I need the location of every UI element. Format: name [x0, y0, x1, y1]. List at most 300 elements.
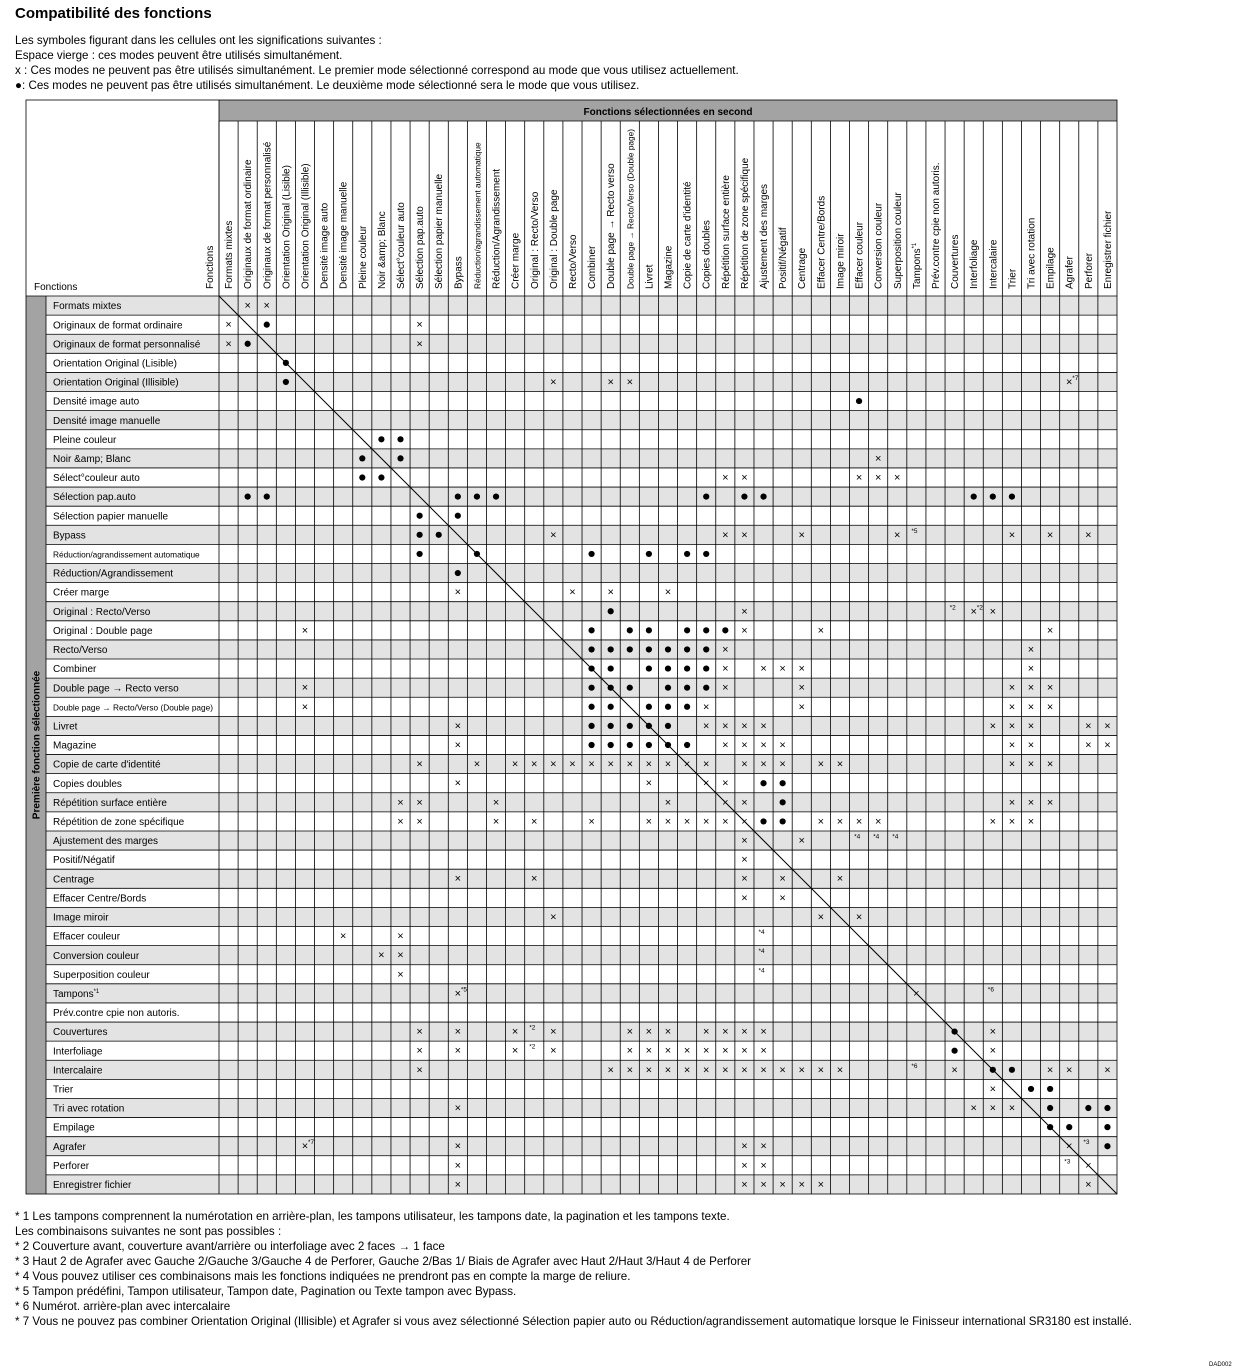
cell-cross: × [1104, 720, 1111, 733]
cell-cross: × [626, 376, 634, 389]
cell-cross: × [588, 815, 595, 828]
cell-cross: × [664, 796, 672, 809]
column-label: Originaux de format personnalisé [262, 141, 274, 289]
cell-dot [1028, 1086, 1034, 1092]
column-label: Noir &amp; Blanc [376, 211, 388, 289]
row-label: Agrafer [53, 1141, 86, 1153]
cell-cross: × [645, 1045, 653, 1058]
cell-cross: × [416, 338, 423, 351]
row-label: Orientation Original (Illisible) [53, 377, 179, 389]
cell-dot [741, 494, 747, 500]
cell-cross: × [397, 796, 404, 809]
cell-dot [646, 742, 652, 748]
row-label: Trier [53, 1084, 74, 1096]
cell-cross: × [874, 472, 882, 485]
cell-cross: × [1104, 1064, 1111, 1077]
cell-cross: × [798, 682, 805, 695]
column-label: Interfoliage [969, 239, 981, 289]
cell-dot [760, 818, 766, 824]
cell-dot [646, 627, 652, 633]
footnote: * 5 Tampon prédéfini, Tampon utilisateur, Tampon date, Pagination ou Texte tampon avec Bypass. [15, 1285, 517, 1298]
cell-dot [760, 494, 766, 500]
cell-cross: × [1046, 796, 1054, 809]
cell-cross: × [989, 1083, 997, 1096]
row-label: Image miroir [53, 912, 109, 924]
cell-dot [990, 1067, 996, 1073]
cell-cross: × [989, 1102, 997, 1115]
cell-dot [283, 360, 289, 366]
column-label: Intercalaire [988, 239, 1000, 289]
cell-dot [990, 494, 996, 500]
cell-cross: × [779, 892, 786, 905]
cell-dot [1104, 1143, 1110, 1149]
first-function-header: Première fonction sélectionnée [31, 670, 43, 820]
corner-label: Fonctions [34, 282, 78, 293]
legend-line: x : Ces modes ne peuvent pas être utilisés simultanément. Le premier mode sélectionné correspond au mode que vous utilisez actuellement. [15, 64, 739, 77]
cell-cross: × [760, 1064, 767, 1077]
cell-cross: × [301, 701, 309, 714]
cell-cross: × [779, 739, 786, 752]
cell-dot [703, 551, 709, 557]
cell-cross: × [760, 1140, 767, 1153]
cell-cross: × [492, 815, 500, 828]
cell-cross: × [741, 835, 748, 848]
cell-cross: × [607, 586, 614, 599]
cell-cross: × [874, 452, 882, 465]
cell-dot [627, 627, 633, 633]
row-stripe [46, 1175, 1117, 1194]
footnote: Les combinaisons suivantes ne sont pas possibles : [15, 1225, 282, 1238]
cell-cross: × [1027, 720, 1035, 733]
cell-cross: × [416, 815, 423, 828]
cell-cross: × [798, 529, 805, 542]
cell-cross: × [722, 739, 729, 752]
cell-dot [951, 1048, 957, 1054]
column-label: Sélection pap.auto [415, 206, 427, 289]
cell-cross: × [894, 529, 901, 542]
cell-dot [665, 685, 671, 691]
cell-dot [1009, 1067, 1015, 1073]
cell-dot [359, 455, 365, 461]
cell-cross: × [454, 1159, 462, 1172]
cell-dot [627, 685, 633, 691]
row-label: Orientation Original (Lisible) [53, 358, 177, 370]
cell-cross: × [1027, 815, 1035, 828]
cell-cross: × [741, 1064, 748, 1077]
cell-cross: × [454, 586, 462, 599]
cell-cross: × [702, 720, 710, 733]
column-label: Sélection papier manuelle [434, 173, 446, 289]
cell-cross: × [779, 1178, 786, 1191]
cell-cross: × [760, 1178, 767, 1191]
row-label: Perforer [53, 1160, 90, 1172]
cell-cross: × [454, 1102, 462, 1115]
cell-dot [951, 1028, 957, 1034]
cell-dot [684, 704, 690, 710]
cell-dot [703, 494, 709, 500]
row-label: Densité image manuelle [53, 415, 161, 427]
cell-cross: × [569, 758, 576, 771]
cell-dot [665, 742, 671, 748]
row-label: Densité image auto [53, 396, 140, 408]
row-label: Sélection papier manuelle [53, 511, 169, 523]
cell-cross: × [741, 739, 748, 752]
column-label: Originaux de format ordinaire [243, 159, 255, 289]
cell-cross: × [1066, 1140, 1073, 1153]
cell-note-marker: *4 [758, 967, 765, 975]
column-label: Magazine [663, 245, 675, 289]
cell-cross: × [1008, 1102, 1016, 1115]
cell-cross: × [874, 815, 882, 828]
cell-cross: × [722, 529, 729, 542]
cell-cross: × [1046, 701, 1054, 714]
cell-cross: × [989, 720, 997, 733]
cell-cross: × [397, 968, 404, 981]
cell-cross: × [1085, 529, 1092, 542]
row-stripe [46, 334, 1117, 353]
cell-cross: × [741, 1045, 748, 1058]
column-label: Formats mixtes [224, 220, 236, 289]
cell-cross: × [1008, 682, 1016, 695]
cell-note-marker: *3 [1083, 1139, 1090, 1147]
cell-cross: × [702, 701, 710, 714]
column-label: Créer marge [510, 232, 522, 289]
cell-cross: × [416, 1045, 423, 1058]
row-label: Prév.contre cpie non autoris. [53, 1008, 180, 1020]
cell-cross: × [779, 663, 786, 676]
cell-dot [780, 799, 786, 805]
cell-cross: × [702, 1026, 710, 1039]
cell-dot [588, 723, 594, 729]
cell-cross: × [588, 758, 595, 771]
cell-cross: × [645, 815, 653, 828]
cell-cross: × [531, 815, 538, 828]
row-label: Enregistrer fichier [53, 1180, 132, 1192]
cell-cross: × [416, 319, 423, 332]
footnote: * 2 Couverture avant, couverture avant/arrière ou interfoliage avec 2 faces → 1 face [15, 1240, 445, 1253]
cell-cross: × [741, 892, 748, 905]
cell-cross: × [664, 758, 672, 771]
cell-cross: × [741, 624, 748, 637]
cell-cross: × [664, 1064, 672, 1077]
column-label: Combiner [587, 245, 599, 289]
cell-dot [283, 379, 289, 385]
cell-dot [608, 723, 614, 729]
cell-dot [665, 665, 671, 671]
cell-dot [493, 494, 499, 500]
cell-cross: × [702, 1064, 710, 1077]
row-label: Tampons$^{*1}$ [53, 988, 100, 1000]
row-label: Superposition couleur [53, 969, 150, 981]
cell-cross: × [989, 1026, 997, 1039]
cell-cross: × [722, 472, 729, 485]
cell-cross: × [339, 930, 347, 943]
cell-cross: × [301, 1140, 309, 1153]
cell-dot [397, 455, 403, 461]
cell-dot [245, 494, 251, 500]
cell-dot [359, 474, 365, 480]
cell-dot [1047, 1105, 1053, 1111]
row-stripe [46, 831, 1117, 850]
cell-dot [588, 627, 594, 633]
cell-cross: × [397, 930, 404, 943]
cell-cross: × [416, 1026, 423, 1039]
cell-cross: × [855, 911, 863, 924]
legend-line: ●: Ces modes ne peuvent pas être utilisés simultanément. Le deuxième mode sélectionné sera le mode que vous utilisez. [15, 79, 640, 92]
cell-dot [684, 742, 690, 748]
row-label: Original : Recto/Verso [53, 606, 151, 618]
cell-cross: × [817, 911, 825, 924]
cell-dot [646, 704, 652, 710]
cell-cross: × [454, 873, 462, 886]
cell-note-marker: *7 [307, 1139, 315, 1147]
cell-cross: × [378, 949, 385, 962]
row-label: Effacer couleur [53, 931, 121, 943]
cell-cross: × [722, 682, 729, 695]
column-label: Copie de carte d'identité [682, 181, 694, 289]
cell-cross: × [664, 1045, 672, 1058]
cell-dot [417, 551, 423, 557]
cell-dot [417, 532, 423, 538]
row-label: Créer marge [53, 587, 110, 599]
column-label: Agrafer [1064, 256, 1076, 289]
cell-cross: × [454, 777, 462, 790]
cell-dot [474, 494, 480, 500]
cell-cross: × [531, 758, 538, 771]
cell-cross: × [741, 1140, 748, 1153]
cell-cross: × [416, 758, 423, 771]
cell-dot [646, 723, 652, 729]
column-label: Réduction/Agrandissement [491, 168, 503, 289]
cell-cross: × [301, 624, 309, 637]
cell-dot [1066, 1124, 1072, 1130]
cell-cross: × [1008, 796, 1016, 809]
row-label: Réduction/Agrandissement [53, 568, 174, 580]
cell-dot [436, 532, 442, 538]
row-stripe [46, 296, 1117, 315]
row-label: Interfoliage [53, 1046, 103, 1058]
row-stripe [46, 411, 1117, 430]
cell-cross: × [760, 663, 767, 676]
cell-dot [722, 627, 728, 633]
cell-cross: × [1046, 758, 1054, 771]
cell-note-marker: *2 [976, 604, 983, 612]
row-stripe [46, 716, 1117, 735]
document-code: DAD002 [1209, 1362, 1232, 1368]
cell-cross: × [1027, 758, 1035, 771]
column-label: Image miroir [835, 233, 847, 289]
cell-cross: × [1008, 529, 1016, 542]
cell-dot [646, 551, 652, 557]
cell-cross: × [779, 1064, 786, 1077]
cell-cross: × [722, 663, 729, 676]
cell-dot [646, 665, 652, 671]
cell-dot [245, 341, 251, 347]
column-label: Bypass [453, 256, 465, 289]
column-label: Effacer Centre/Bords [816, 195, 828, 289]
cell-cross: × [454, 720, 462, 733]
cell-cross: × [626, 1026, 634, 1039]
cell-dot [627, 742, 633, 748]
column-label: Orientation Original (Illisible) [300, 163, 312, 289]
cell-cross: × [683, 758, 691, 771]
cell-cross: × [1046, 624, 1054, 637]
cell-cross: × [970, 1102, 977, 1115]
column-label: Conversion couleur [873, 202, 885, 289]
cell-cross: × [416, 796, 423, 809]
cell-cross: × [683, 815, 691, 828]
cell-cross: × [855, 815, 863, 828]
row-label: Répétition de zone spécifique [53, 817, 185, 829]
cell-dot [971, 494, 977, 500]
cell-cross: × [244, 300, 251, 313]
cell-cross: × [550, 758, 557, 771]
column-label: Original : Recto/Verso [529, 191, 541, 289]
cell-cross: × [817, 624, 825, 637]
column-label: Superposition couleur [892, 192, 904, 289]
cell-cross: × [817, 815, 825, 828]
cell-cross: × [454, 1026, 462, 1039]
column-label: Livret [644, 264, 656, 289]
cell-dot [684, 665, 690, 671]
cell-cross: × [722, 777, 729, 790]
column-label: Densité image auto [319, 202, 331, 289]
column-label: Pleine couleur [357, 225, 369, 289]
row-label: Ajustement des marges [53, 836, 159, 848]
cell-cross: × [416, 1064, 423, 1077]
cell-cross: × [454, 1140, 462, 1153]
cell-cross: × [397, 815, 404, 828]
cell-cross: × [798, 1064, 805, 1077]
cell-cross: × [511, 1045, 519, 1058]
cell-cross: × [683, 1045, 691, 1058]
cell-dot [588, 665, 594, 671]
row-label: Magazine [53, 740, 97, 752]
cell-dot [665, 723, 671, 729]
column-label: Tri avec rotation [1026, 217, 1038, 289]
cell-cross: × [645, 777, 653, 790]
cell-cross: × [1008, 758, 1016, 771]
cell-dot [665, 646, 671, 652]
row-stripe [46, 984, 1117, 1003]
cell-cross: × [741, 796, 748, 809]
cell-cross: × [626, 1064, 634, 1077]
cell-dot [397, 436, 403, 442]
cell-cross: × [664, 586, 672, 599]
cell-cross: × [397, 949, 404, 962]
cell-cross: × [836, 758, 844, 771]
row-label: Positif/Négatif [53, 855, 115, 867]
cell-dot [646, 646, 652, 652]
column-label: Réduction/agrandissement automatique [472, 142, 483, 289]
cell-cross: × [664, 815, 672, 828]
cell-dot [588, 742, 594, 748]
row-label: Effacer Centre/Bords [53, 893, 147, 905]
row-stripe [46, 946, 1117, 965]
row-stripe [46, 602, 1117, 621]
legend-line: Les symboles figurant dans les cellules ont les significations suivantes : [15, 34, 382, 47]
cell-cross: × [1066, 1064, 1073, 1077]
cell-cross: × [741, 605, 748, 618]
cell-cross: × [722, 815, 729, 828]
cell-dot [608, 646, 614, 652]
cell-dot [608, 665, 614, 671]
cell-cross: × [989, 1045, 997, 1058]
cell-cross: × [1027, 643, 1035, 656]
column-label: Prév.contre cpie non autoris. [930, 162, 942, 289]
cell-dot [608, 742, 614, 748]
cell-dot [684, 646, 690, 652]
cell-dot [1047, 1086, 1053, 1092]
row-stripe [46, 449, 1117, 468]
cell-cross: × [301, 682, 309, 695]
row-stripe [46, 1137, 1117, 1156]
cell-dot [608, 685, 614, 691]
cell-cross: × [817, 1064, 825, 1077]
cell-note-marker: *5 [911, 527, 918, 535]
cell-dot [378, 436, 384, 442]
cell-dot [588, 685, 594, 691]
cell-dot [1085, 1105, 1091, 1111]
cell-note-marker: *5 [460, 986, 467, 994]
cell-dot [378, 474, 384, 480]
row-label: Double page → Recto verso [53, 683, 179, 695]
cell-cross: × [1046, 1064, 1054, 1077]
footnote: * 6 Numérot. arrière-plan avec intercalaire [15, 1300, 231, 1313]
cell-note-marker: *2 [949, 604, 956, 612]
row-stripe [46, 755, 1117, 774]
cell-dot [760, 780, 766, 786]
cell-cross: × [760, 1159, 767, 1172]
cell-note-marker: *4 [758, 948, 765, 956]
cell-cross: × [779, 873, 786, 886]
cell-note-marker: *4 [892, 833, 899, 841]
cell-cross: × [1085, 720, 1092, 733]
cell-dot [264, 494, 270, 500]
cell-dot [1009, 494, 1015, 500]
cell-cross: × [1027, 663, 1035, 676]
cell-dot [684, 551, 690, 557]
cell-cross: × [741, 1178, 748, 1191]
corner-vertical-label: Fonctions [205, 245, 216, 289]
cell-cross: × [798, 701, 805, 714]
cell-cross: × [913, 987, 920, 1000]
column-label: Couvertures [950, 234, 962, 289]
cell-cross: × [1008, 739, 1016, 752]
cell-cross: × [607, 758, 614, 771]
cell-cross: × [951, 1064, 958, 1077]
cell-cross: × [1008, 815, 1016, 828]
cell-dot [703, 665, 709, 671]
column-label: Sélect°couleur auto [396, 202, 408, 289]
footnote: * 3 Haut 2 de Agrafer avec Gauche 2/Gauche 3/Gauche 4 de Perforer, Gauche 2/Bas 1/ Biais de Agrafer avec Haut 2/Haut 3/Haut 4 de Perforer [15, 1255, 751, 1268]
row-stripe [46, 563, 1117, 582]
legend-line: Espace vierge : ces modes peuvent être utilisés simultanément. [15, 49, 343, 62]
cell-dot [780, 780, 786, 786]
row-label: Livret [53, 721, 78, 733]
cell-cross: × [741, 720, 748, 733]
cell-cross: × [836, 873, 844, 886]
cell-cross: × [511, 1026, 519, 1039]
cell-cross: × [531, 873, 538, 886]
row-stripe [46, 487, 1117, 506]
cell-cross: × [454, 1178, 462, 1191]
row-label: Tri avec rotation [53, 1103, 125, 1115]
column-label: Ajustement des marges [759, 183, 771, 289]
row-label: Sélection pap.auto [53, 492, 136, 504]
column-label: Double page → Recto/Verso (Double page) [625, 128, 636, 289]
cell-cross: × [760, 1026, 767, 1039]
